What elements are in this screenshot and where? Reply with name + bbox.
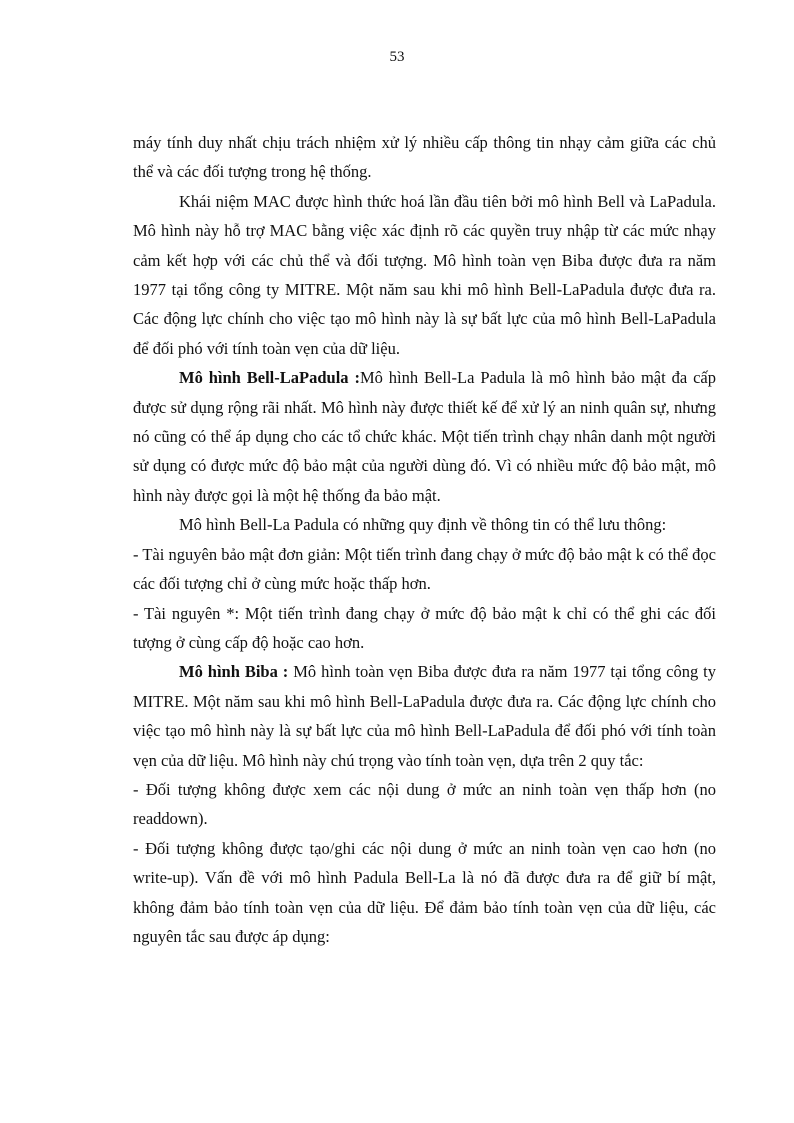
paragraph-bell-lapadula-text: Mô hình Bell-La Padula là mô hình bảo mật đa cấp được sử dụng rộng rãi nhất. Mô hình này được thiết kế để xử lý an ninh quân sự, nhưng nó cũng có thể áp dụng cho các tổ chức khác. Một tiến trình chạy nhân danh một người sử dụng có được mức độ bảo mật của người dùng đó. Vì có nhiều mức độ bảo mật, mô hình này được gọi là một hệ thống đa bảo mật. <box>133 368 716 505</box>
paragraph-mac-concept: Khái niệm MAC được hình thức hoá lần đầu tiên bởi mô hình Bell và LaPadula. Mô hình này hỗ trợ MAC bằng việc xác định rõ các quyền truy nhập từ các mức nhạy cảm kết hợp với các chủ thể và đối tượng. Mô hình toàn vẹn Biba được đưa ra năm 1977 tại tổng công ty MITRE. Một năm sau khi mô hình Bell-LaPadula được đưa ra. Các động lực chính cho việc tạo mô hình này là sự bất lực của mô hình Bell-LaPadula để đối phó với tính toàn vẹn của dữ liệu. <box>133 191 716 358</box>
heading-biba: Mô hình Biba : <box>179 662 289 682</box>
heading-bell-lapadula: Mô hình Bell-LaPadula : <box>179 368 360 388</box>
list-item-star-property: - Tài nguyên *: Một tiến trình đang chạy ở mức độ bảo mật k chỉ có thể ghi các đối tượng ở cùng cấp độ hoặc cao hơn. <box>133 603 716 652</box>
paragraph-biba-text: Mô hình toàn vẹn Biba được đưa ra năm 1977 tại tổng công ty MITRE. Một năm sau khi mô hình Bell-LaPadula được đưa ra. Các động lực chính cho việc tạo mô hình này là sự bất lực của mô hình Bell-LaPadula để đối phó với tính toàn vẹn của dữ liệu. Mô hình này chú trọng vào tính toàn vẹn, dựa trên 2 quy tắc: <box>133 662 716 770</box>
list-item-simple-security: - Tài nguyên bảo mật đơn giản: Một tiến trình đang chạy ở mức độ bảo mật k có thể đọc các đối tượng chỉ ở cùng mức hoặc thấp hơn. <box>133 544 716 594</box>
paragraph-biba <box>133 657 716 775</box>
list-item-no-write-up: - Đối tượng không được tạo/ghi các nội dung ở mức an ninh toàn vẹn cao hơn (no write-up). Vấn đề với mô hình Padula Bell-La là nó đã được đưa ra để giữ bí mật, không đảm bảo tính toàn vẹn của dữ liệu. Để đảm bảo tính toàn vẹn của dữ liệu, các nguyên tắc sau được áp dụng: <box>133 838 716 946</box>
paragraph-intro-continuation: máy tính duy nhất chịu trách nhiệm xử lý nhiều cấp thông tin nhạy cảm giữa các chủ thể và các đối tượng trong hệ thống. <box>133 133 716 182</box>
list-item-no-read-down: - Đối tượng không được xem các nội dung ở mức an ninh toàn vẹn thấp hơn (no readdown). <box>133 779 716 829</box>
document-body <box>133 128 716 951</box>
paragraph-bell-lapadula <box>133 363 716 510</box>
paragraph-bell-lapadula-rules: Mô hình Bell-La Padula có những quy định về thông tin có thể lưu thông: <box>179 515 667 535</box>
page-number: 53 <box>389 49 405 65</box>
